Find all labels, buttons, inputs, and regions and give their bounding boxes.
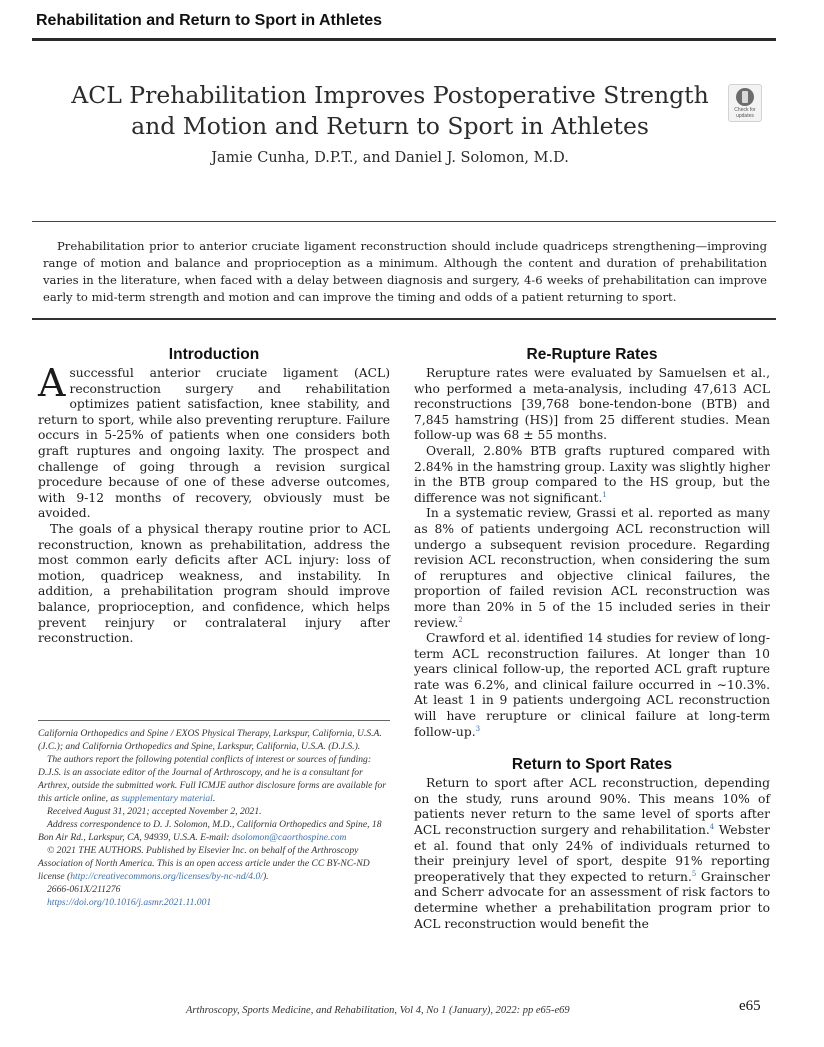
introduction-paragraph-2: The goals of a physical therapy routine prior to ACL reconstruction, known as prehabilitation, address the most common early deficits after ACL injury: loss of motion, quadricep weakness, and instability. In addition, a prehabilitation program should improve balance, proprioception, and confidence, which helps prevent reinjury or contralateral injury after reconstruction.: [38, 521, 390, 646]
return-to-sport-text-a: Return to sport after ACL reconstruction, depending on the study, runs around 90%. This means 10% of patients never return to the same level of sports after ACL reconstruction surgery and rehabilitation.: [414, 776, 770, 838]
footnote-affiliation: California Orthopedics and Spine / EXOS Physical Therapy, Larkspur, California, U.S.A. (J.C.); and California Orthopedics and Spine, Larkspur, California, U.S.A. (D.J.S.).: [38, 728, 382, 752]
right-column: [414, 346, 770, 932]
abstract-rule-top: [32, 221, 776, 222]
return-to-sport-text-c: Grainscher and Scherr advocate for an assessment of risk factors to determine whether a prehabilitation program prior to ACL reconstruction would benefit the: [414, 869, 770, 931]
reference-link-2[interactable]: 2: [458, 615, 463, 624]
rerupture-paragraph-3-text: In a systematic review, Grassi et al. reported as many as 8% of patients undergoing ACL reconstruction will undergo a subsequent revision procedure. Regarding revision ACL reconstruction, when considering the sum of reruptures and objective clinical failures, the proportion of failed revision ACL reconstruction was more than 20% in 5 of the 15 included series in their review.: [414, 506, 770, 630]
reference-link-5[interactable]: 5: [691, 869, 697, 878]
article-authors: Jamie Cunha, D.P.T., and Daniel J. Solomon, M.D.: [211, 150, 569, 166]
rerupture-paragraph-2-text: Overall, 2.80% BTB grafts ruptured compared with 2.84% in the hamstring group. Laxity was slightly higher in the BTB group compared to the HS group, but the difference was not significant.: [414, 443, 770, 505]
return-to-sport-paragraph: [414, 776, 770, 932]
introduction-heading: Introduction: [168, 346, 260, 363]
footnote-conflicts-end: .: [212, 793, 216, 804]
running-header: Rehabilitation and Return to Sport in Athletes: [36, 12, 383, 29]
footnote-issn: 2666-061X/211276: [47, 884, 121, 895]
check-for-updates-label: Check for updates: [734, 107, 756, 119]
rerupture-paragraph-3: [414, 506, 770, 631]
rerupture-heading: Re-Rupture Rates: [526, 346, 658, 363]
check-for-updates-icon: [736, 88, 754, 106]
article-title: ACL Prehabilitation Improves Postoperative Strength and Motion and Return to Sport in Athletes: [71, 81, 709, 140]
reference-link-1[interactable]: 1: [602, 490, 607, 499]
footnote-received: Received August 31, 2021; accepted November 2, 2021.: [47, 806, 262, 817]
abstract-rule-bottom: [32, 318, 776, 320]
supplementary-material-link[interactable]: supplementary material: [121, 793, 213, 804]
return-to-sport-heading: Return to Sport Rates: [511, 756, 673, 774]
drop-cap: A: [38, 361, 66, 405]
reference-link-3[interactable]: 3: [475, 724, 481, 733]
left-column: [38, 346, 390, 647]
rerupture-paragraph-4: [414, 631, 770, 740]
footnote-conflicts-text: The authors report the following potential conflicts of interest or sources of funding: D.J.S. is an associate editor of the Journal of Arthroscopy, and he is a consultant for Arthrex, outside the submitted work. Full ICMJE author disclosure forms are available for this article online, as: [38, 754, 387, 804]
footnote-copyright-end: ).: [262, 871, 269, 882]
footnote-address: [38, 818, 390, 844]
check-for-updates-button[interactable]: [728, 84, 762, 122]
introduction-paragraph-1: [38, 361, 390, 522]
footnote-conflicts: [38, 753, 390, 805]
introduction-paragraph-1-text: successful anterior cruciate ligament (ACL) reconstruction surgery and rehabilitation optimizes patient satisfaction, knee stability, and return to sport, while also preventing rerupture. Failure occurs in 5-25% of patients when one considers both graft ruptures and ongoing laxity. The prospect and challenge of going through a revision surgical procedure because of one of these adverse outcomes, with 9-12 months of recovery, obviously must be avoided.: [38, 366, 390, 521]
doi-link[interactable]: https://doi.org/10.1016/j.asmr.2021.11.001: [47, 897, 212, 908]
footnote-address-text: Address correspondence to D. J. Solomon, M.D., California Orthopedics and Spine, 18 Bon Air Rd., Larkspur, CA, 94939, U.S.A. E-mail:: [38, 819, 382, 843]
reference-link-4[interactable]: 4: [709, 822, 715, 831]
header-rule: [32, 38, 776, 41]
return-to-sport-text-b: Webster et al. found that only 24% of individuals returned to their preinjury level of sport, despite 91% reporting preoperatively that they expected to return.: [414, 823, 770, 884]
journal-citation: Arthroscopy, Sports Medicine, and Rehabilitation, Vol 4, No 1 (January), 2022: pp e65-e69: [186, 1005, 570, 1016]
email-link[interactable]: dsolomon@caorthospine.com: [231, 832, 347, 843]
footnotes: [38, 720, 390, 909]
rerupture-paragraph-4-text: Crawford et al. identified 14 studies for review of long-term ACL reconstruction failures. At longer than 10 years clinical follow-up, the reported ACL graft rupture rate was 6.2%, and clinical failure occurred in ∼10.3%. At least 1 in 9 patients undergoing ACL reconstruction will have rerupture or clinical failure at long-term follow-up.: [414, 631, 770, 739]
license-link[interactable]: http://creativecommons.org/licenses/by-nc-nd/4.0/: [70, 871, 263, 882]
abstract: Prehabilitation prior to anterior cruciate ligament reconstruction should include quadriceps strengthening—improving range of motion and balance and proprioception as a minimum. Although the content and duration of prehabilitation varies in the literature, when faced with a delay between diagnosis and surgery, 4-6 weeks of prehabilitation can improve early to mid-term strength and motion and can improve the timing and odds of a patient returning to sport.: [43, 239, 767, 304]
rerupture-paragraph-2: [414, 444, 770, 506]
rerupture-paragraph-1: Rerupture rates were evaluated by Samuelsen et al., who performed a meta-analysis, including 47,613 ACL reconstructions [39,768 bone-tendon-bone (BTB) and 7,845 hamstring (HS)] from 25 different studies. Mean follow-up was 68 ± 55 months.: [414, 366, 770, 443]
page-number: e65: [739, 998, 761, 1014]
footnote-copyright-text: © 2021 THE AUTHORS. Published by Elsevier Inc. on behalf of the Arthroscopy Association of North America. This is an open access article under the CC BY-NC-ND license (: [38, 845, 370, 882]
footnote-copyright: [38, 844, 390, 883]
